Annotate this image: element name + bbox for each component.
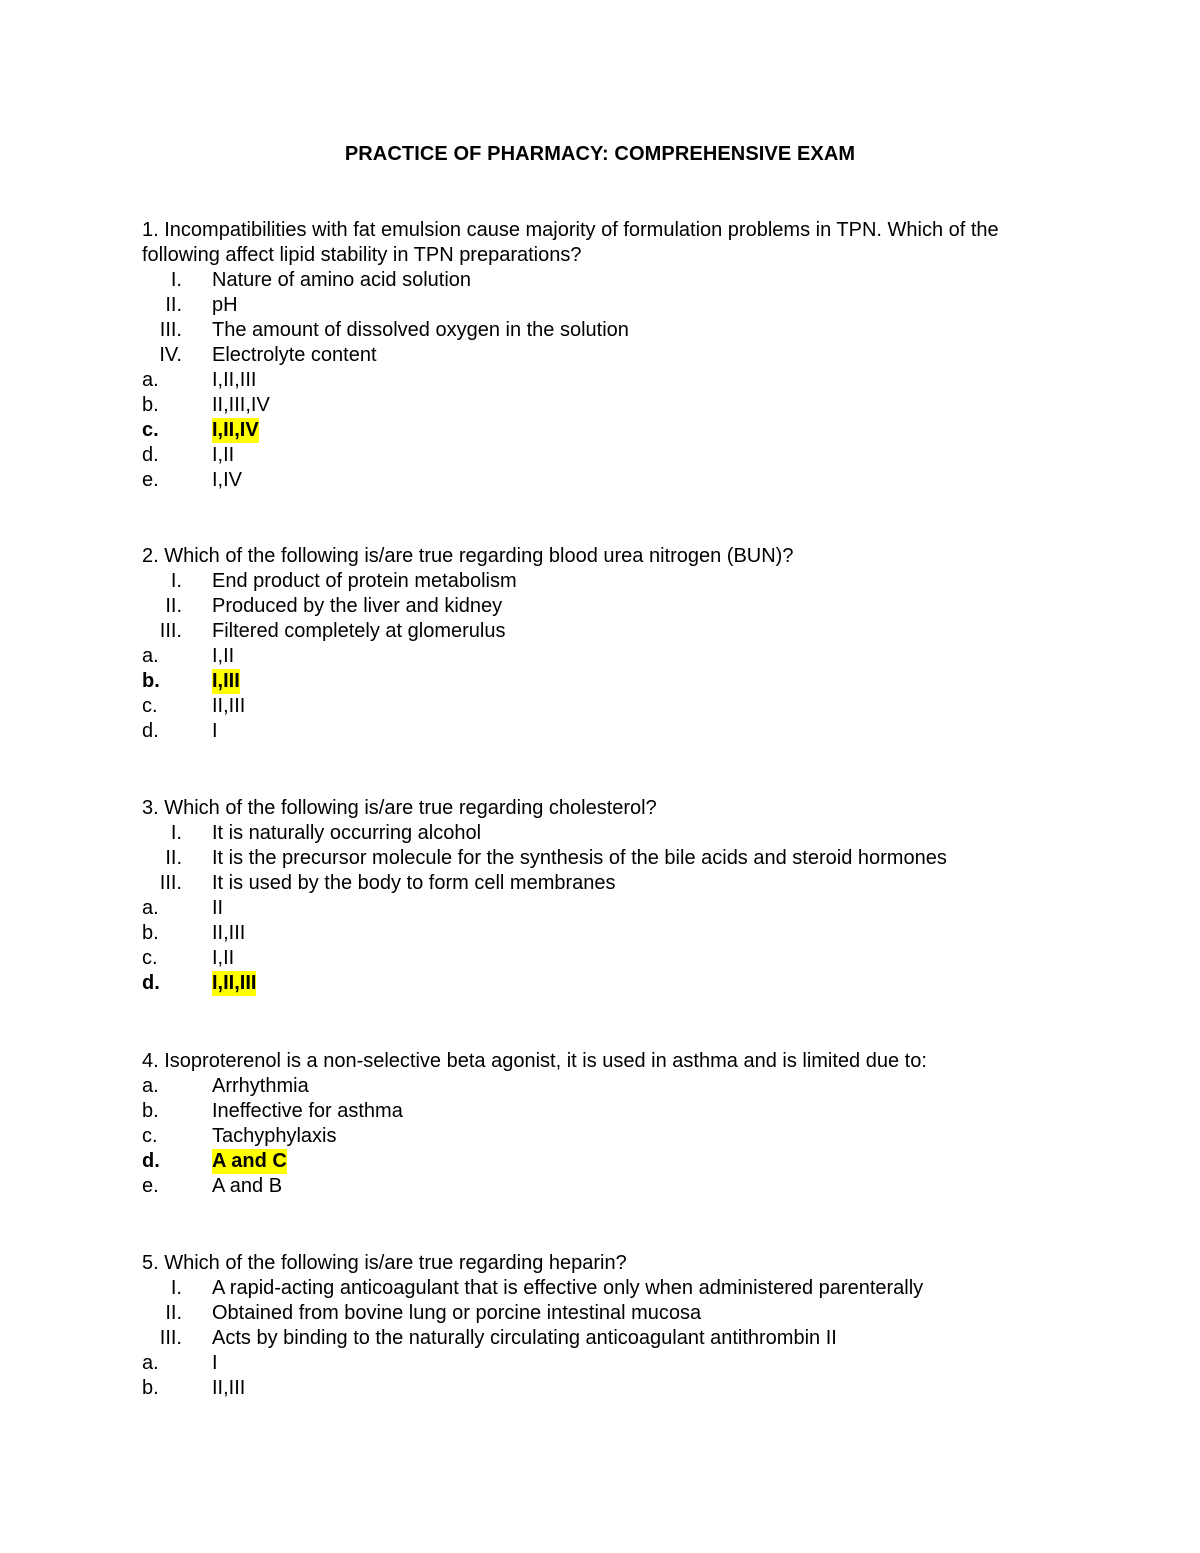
highlighted-answer: I,II,III	[212, 972, 257, 994]
option-item-correct: c. I,II,IV	[142, 419, 259, 441]
statement-item: III. It is used by the body to form cell membranes	[159, 872, 616, 894]
statement-item: III. The amount of dissolved oxygen in the solution	[159, 319, 629, 341]
option-item: b. Ineffective for asthma	[142, 1100, 403, 1122]
statement-item: IV. Electrolyte content	[159, 344, 377, 366]
statement-item: II. Produced by the liver and kidney	[165, 595, 503, 617]
question-2	[142, 544, 1062, 744]
option-item-correct: b. I,III	[142, 670, 240, 692]
option-item: b. II,III	[142, 1377, 246, 1399]
statement-item: I. A rapid-acting anticoagulant that is effective only when administered parenterally	[170, 1277, 924, 1299]
option-item: b. II,III,IV	[142, 394, 270, 416]
question-stem: 4. Isoproterenol is a non-selective beta agonist, it is used in asthma and is limited due to:	[142, 1050, 927, 1072]
option-item: c. I,II	[142, 947, 235, 969]
question-stem: 1. Incompatibilities with fat emulsion cause majority of formulation problems in TPN. Which of the following affect lipid stability in TPN preparations?	[142, 219, 999, 266]
highlighted-answer: A and C	[212, 1150, 287, 1172]
statement-item: I. End product of protein metabolism	[170, 570, 517, 592]
statement-item: III. Acts by binding to the naturally circulating anticoagulant antithrombin II	[159, 1327, 837, 1349]
option-item: c. Tachyphylaxis	[142, 1125, 337, 1147]
option-item: b. II,III	[142, 922, 246, 944]
statement-item: II. It is the precursor molecule for the synthesis of the bile acids and steroid hormones	[165, 847, 947, 869]
statement-item: II. pH	[165, 294, 238, 316]
option-item: a. I,II	[142, 645, 235, 667]
option-item: d. I	[142, 720, 218, 742]
question-3	[142, 796, 1062, 996]
option-item: c. II,III	[142, 695, 246, 717]
option-item: a. I,II,III	[142, 369, 257, 391]
highlighted-answer: I,III	[212, 670, 240, 692]
question-4	[142, 1049, 1062, 1199]
statement-item: III. Filtered completely at glomerulus	[159, 620, 506, 642]
question-1	[142, 218, 1062, 493]
option-item: e. A and B	[142, 1175, 283, 1197]
statement-item: I. It is naturally occurring alcohol	[170, 822, 482, 844]
option-item: d. I,II	[142, 444, 235, 466]
option-item-correct: d. I,II,III	[142, 972, 257, 994]
statement-item: I. Nature of amino acid solution	[170, 269, 472, 291]
option-item: e. I,IV	[142, 469, 243, 491]
highlighted-answer: I,II,IV	[212, 419, 259, 441]
question-stem: 2. Which of the following is/are true regarding blood urea nitrogen (BUN)?	[142, 545, 794, 567]
question-stem: 5. Which of the following is/are true regarding heparin?	[142, 1252, 627, 1274]
question-stem: 3. Which of the following is/are true regarding cholesterol?	[142, 797, 657, 819]
statement-item: II. Obtained from bovine lung or porcine intestinal mucosa	[165, 1302, 702, 1324]
option-item: a. I	[142, 1352, 218, 1374]
question-5	[142, 1251, 1062, 1401]
option-item-correct: d. A and C	[142, 1150, 287, 1172]
option-item: a. Arrhythmia	[142, 1075, 309, 1097]
page-title: PRACTICE OF PHARMACY: COMPREHENSIVE EXAM	[344, 143, 856, 165]
option-item: a. II	[142, 897, 224, 919]
